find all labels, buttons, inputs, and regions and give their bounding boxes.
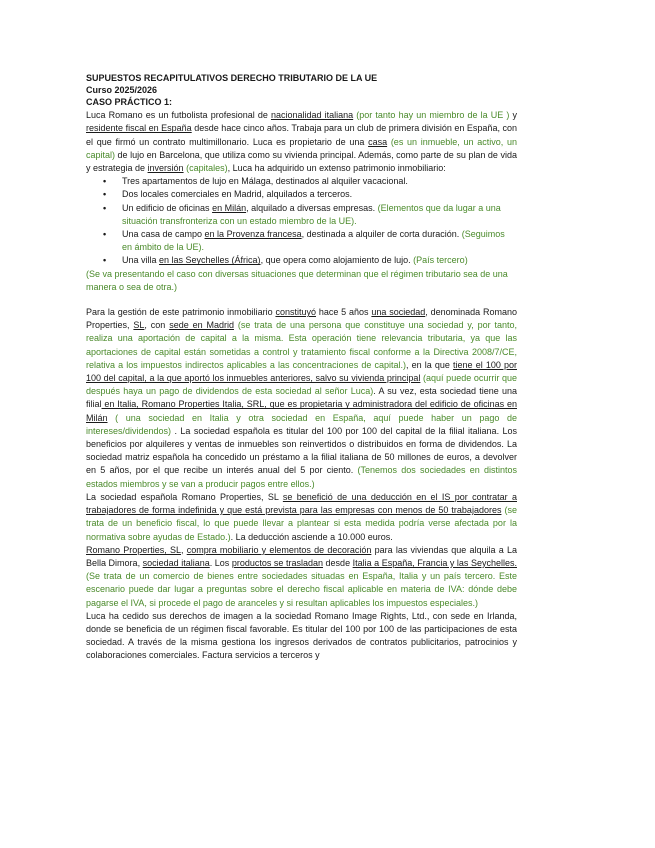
annotation: (Seguimos en ámbito de la UE). xyxy=(122,229,505,253)
list-item: • Dos locales comerciales en Madrid, alquilados a terceros. xyxy=(86,188,517,201)
underlined-phrase: residente fiscal en España xyxy=(86,123,192,134)
list-item: • Un edificio de oficinas en Milán, alquilado a diversas empresas. (Elementos que da lugar a una situación transfronteriza con un estado miembro de la UE). xyxy=(103,202,501,226)
bullet-icon: • xyxy=(103,176,107,187)
bullet-icon: • xyxy=(103,255,107,266)
annotation: (aquí puede ocurrir que después haya un pago de dividendos de esta sociedad al señor Luca) xyxy=(86,373,517,397)
paragraph-company: Para la gestión de este patrimonio inmobiliario constituyó hace 5 años una sociedad, denominada Romano Properties, SL, con sede en Madrid (se trata de una persona que constituye una sociedad y, por tanto, realiza una aportación de capital a la misma. Esta operación tiene relevancia tributaria, ya que las aportaciones de capital están sometidas a control y tratamiento fiscal conforme a la Directiva 2008/7/CE, relativa a los impuestos indirectos aplicables a las concentraciones de capital.), en la que tiene el 100 por 100 del capital, a la que aportó los inmuebles anteriores, salvo su vivienda principal (aquí puede ocurrir que después haya un pago de dividendos de esta sociedad al señor Luca). A su vez, esta sociedad tiene una filial en Italia, Romano Properties Italia, SRL, que es propietaria y administradora del edificio de oficinas en Milán ( una sociedad en Italia y otra sociedad en España, aquí puede haber un pago de intereses/dividendos) . La sociedad española es titular del 100 por 100 del capital de la filial italiana. Los beneficios por alquileres y ventas de inmuebles son reinvertidos o distribuidos en forma de dividendos. La sociedad matriz española ha concedido un préstamo a la filial italiana de 50 millones de euros, a devolver en 5 años, por el que recibe un interés anual del 5 por ciento. (Tenemos dos sociedades en distintos estados miembros y se van a producir pagos entre ellos.) xyxy=(86,307,517,489)
annotation: (capitales) xyxy=(183,163,228,174)
annotation: (País tercero) xyxy=(410,255,468,266)
course-year: Curso 2025/2026 xyxy=(86,85,158,95)
document-title: SUPUESTOS RECAPITULATIVOS DERECHO TRIBUTARIO DE LA UE xyxy=(86,73,378,83)
property-list xyxy=(86,175,517,267)
underlined-phrase: inversión xyxy=(147,163,184,174)
paragraph-goods: Romano Properties, SL, compra mobiliario y elementos de decoración para las viviendas que alquila a La Bella Dimora, sociedad italiana. Los productos se trasladan desde Italia a España, Francia y las Seychelles. (Se trata de un comercio de bienes entre sociedades situadas en España, Italia y un país tercero. Este escenario puede dar lugar a preguntas sobre el derecho fiscal aplicable en materia de IVA: dónde debe pagarse el IVA, si procede el pago de aranceles y si resultan aplicables los impuestos especiales.) xyxy=(86,544,517,608)
annotation: (se trata de un beneficio fiscal, lo que puede llevar a plantear si esta medida podría verse afectada por la normativa sobre ayudas de Estado.) xyxy=(86,505,517,542)
paragraph-deduction: La sociedad española Romano Properties, SL se benefició de una deducción en el IS por contratar a trabajadores de forma indefinida y que está prevista para las empresas con menos de 50 trabajadores (se trata de un beneficio fiscal, lo que puede llevar a plantear si esta medida podría verse afectada por la normativa sobre ayudas de Estado.). La deducción asciende a 10.000 euros. xyxy=(86,491,517,542)
underlined-phrase: nacionalidad italiana xyxy=(270,110,354,121)
annotation: (Elementos que da lugar a una situación transfronteriza con un estado miembro de la UE). xyxy=(122,202,501,226)
annotation: (se trata de una persona que constituye una sociedad y, por tanto, realiza una aportación de capital a la misma. Esta operación tiene relevancia tributaria, ya que las aportaciones de capital están sometidas a control y tratamiento fiscal conforme a la Directiva 2008/7/CE, relativa a los impuestos indirectos aplicables a las concentraciones de capital.) xyxy=(86,320,517,370)
bullet-icon: • xyxy=(103,229,107,240)
annotation: ( una sociedad en Italia y otra sociedad en España, aquí puede haber un pago de intereses/dividendos) xyxy=(86,412,517,436)
list-item: • Una casa de campo en la Provenza francesa, destinada a alquiler de corta duración. (Seguimos en ámbito de la UE). xyxy=(103,229,505,253)
paragraph-image-rights: Luca ha cedido sus derechos de imagen a la sociedad Romano Image Rights, Ltd., con sede en Irlanda, donde se beneficia de un régimen fiscal favorable. Es titular del 100 por 100 de las participaciones de esta sociedad. A través de la misma gestiona los ingresos derivados de contratos publicitarios, patrocinios y colaboraciones comerciales. Factura servicios a terceros y xyxy=(86,610,517,661)
bullet-icon: • xyxy=(103,202,107,213)
list-annotation: (Se va presentando el caso con diversas situaciones que determinan que el régimen tributario sea de una manera o sea de otra.) xyxy=(86,268,508,292)
annotation: (es un inmueble, un activo, un capital) xyxy=(86,136,517,160)
annotation: (Se trata de un comercio de bienes entre sociedades situadas en España, Italia y un país tercero. Este escenario puede dar lugar a preguntas sobre el derecho fiscal aplicable en materia de IVA: dónde debe pagarse el IVA, si procede el pago de aranceles y si resultan aplicables los impuestos especiales.) xyxy=(86,571,517,608)
underlined-phrase: casa xyxy=(368,136,388,147)
list-item: • Una villa en las Seychelles (África), que opera como alojamiento de lujo. (País tercero) xyxy=(86,254,517,267)
intro-paragraph: Luca Romano es un futbolista profesional de nacionalidad italiana (por tanto hay un miembro de la UE ) y residente fiscal en España desde hace cinco años. Trabaja para un club de primera división en España, con el que firmó un contrato multimillonario. Luca es propietario de una casa (es un inmueble, un activo, un capital) de lujo en Barcelona, que utiliza como su vivienda principal. Además, como parte de su plan de vida y estrategia de inversión (capitales), Luca ha adquirido un extenso patrimonio inmobiliario: xyxy=(86,110,517,174)
annotation: (Tenemos dos sociedades en distintos estados miembros y se van a producir pagos entre ellos.) xyxy=(86,465,517,489)
list-item: • Tres apartamentos de lujo en Málaga, destinados al alquiler vacacional. xyxy=(86,175,517,188)
annotation: (por tanto hay un miembro de la UE ) xyxy=(353,110,510,121)
bullet-icon: • xyxy=(103,189,107,200)
case-title: CASO PRÁCTICO 1: xyxy=(86,97,173,107)
